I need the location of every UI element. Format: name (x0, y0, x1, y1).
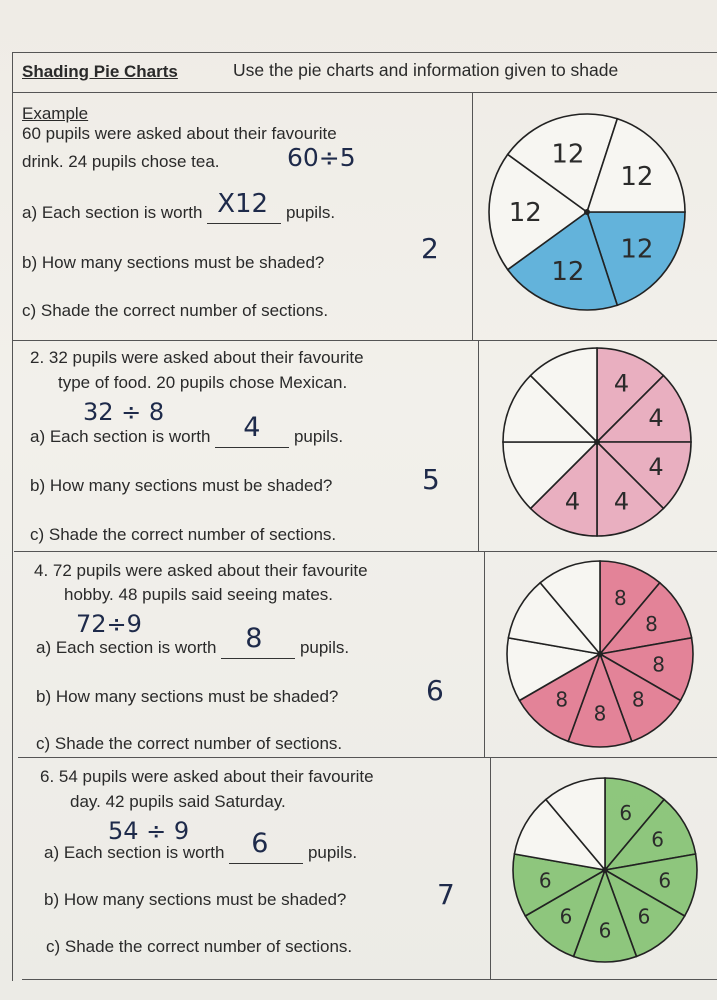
pie-center-dot (584, 209, 590, 215)
question-text: drink. 24 pupils chose tea. (22, 152, 220, 171)
question-text: type of food. 20 pupils chose Mexican. (58, 373, 348, 392)
question-a-suffix: pupils. (293, 427, 344, 446)
question-c: c) Shade the correct number of sections. (46, 937, 353, 956)
question-c: c) Shade the correct number of sections. (22, 301, 329, 320)
pie-chart-q2 (502, 347, 692, 537)
pie-center-dot (602, 867, 608, 873)
question-a-suffix: pupils. (299, 638, 350, 657)
pie-slice-label: 6 (637, 904, 651, 929)
pie-slice-label: 12 (551, 256, 585, 287)
pie-slice-label: 12 (620, 161, 654, 192)
question-a-label: a) Each section is worth (44, 843, 225, 862)
column-divider (472, 92, 473, 341)
pie-slice-label: 8 (652, 652, 665, 677)
handwritten-division: 54 ÷ 9 (108, 817, 190, 845)
handwritten-division: 72÷9 (76, 610, 142, 638)
pie-slice-label: 6 (658, 868, 672, 893)
pie-slice-label: 8 (645, 612, 658, 637)
question-c: c) Shade the correct number of sections. (36, 734, 343, 753)
answer-blank (215, 412, 289, 448)
pie-slice-label: 4 (648, 403, 664, 432)
answer-blank (207, 189, 281, 224)
question-a (22, 189, 336, 224)
pie-slice-label: 8 (631, 687, 645, 712)
handwritten-answer: 7 (437, 878, 455, 911)
pie-chart-q6 (512, 777, 698, 963)
handwritten-answer: X12 (217, 189, 269, 219)
pie-slice-label: 8 (593, 701, 607, 726)
question-a-label: a) Each section is worth (30, 427, 211, 446)
pie-slice-label: 8 (613, 586, 627, 611)
column-divider (484, 551, 485, 758)
pie-slice-label: 6 (559, 904, 573, 929)
question-a-suffix: pupils. (285, 203, 336, 222)
pie-slice-label: 6 (619, 800, 633, 825)
question-c: c) Shade the correct number of sections. (30, 525, 337, 544)
example-label: Example (22, 104, 89, 123)
pie-slice-label: 4 (613, 369, 630, 398)
answer-blank (221, 623, 295, 659)
question-a-label: a) Each section is worth (36, 638, 217, 657)
question-b: b) How many sections must be shaded? (30, 476, 333, 495)
question-b: b) How many sections must be shaded? (22, 253, 325, 272)
question-text: day. 42 pupils said Saturday. (70, 792, 286, 811)
pie-slice-label: 6 (598, 918, 612, 943)
pie-slice-label: 4 (564, 487, 581, 516)
handwritten-answer: 6 (426, 674, 444, 707)
handwritten-answer: 8 (245, 623, 263, 654)
handwritten-answer: 5 (422, 463, 440, 496)
worksheet-instruction: Use the pie charts and information given to shade (233, 60, 619, 80)
worksheet-header (12, 52, 717, 93)
pie-slice-label: 6 (538, 868, 552, 893)
pie-slice-label: 12 (551, 139, 585, 170)
question-text: hobby. 48 pupils said seeing mates. (64, 585, 334, 604)
question-text: 60 pupils were asked about their favourite (22, 124, 337, 143)
question-text: 2. 32 pupils were asked about their favourite (30, 348, 364, 367)
pie-slice-label: 12 (620, 234, 654, 265)
handwritten-answer: 6 (251, 828, 269, 859)
question-a-suffix: pupils. (307, 843, 358, 862)
question-text: 6. 54 pupils were asked about their favourite (40, 767, 374, 786)
column-divider (490, 757, 491, 979)
pie-slice-label: 4 (613, 487, 630, 516)
pie-chart-q4 (506, 560, 694, 748)
pie-center-dot (594, 439, 600, 445)
worksheet-title: Shading Pie Charts (22, 62, 178, 81)
pie-chart-example (487, 112, 687, 312)
pie-slice-label: 12 (508, 198, 542, 229)
handwritten-answer: 2 (421, 232, 439, 265)
pie-center-dot (597, 651, 603, 657)
pie-slice-label: 8 (555, 687, 569, 712)
handwritten-division: 60÷5 (287, 143, 356, 172)
question-a-label: a) Each section is worth (22, 203, 203, 222)
column-divider (478, 340, 479, 552)
handwritten-answer: 4 (243, 412, 261, 443)
answer-blank (229, 828, 303, 864)
handwritten-division: 32 ÷ 8 (83, 398, 165, 426)
pie-slice-label: 4 (648, 452, 664, 481)
question-b: b) How many sections must be shaded? (44, 890, 347, 909)
pie-slice-label: 6 (651, 827, 664, 852)
question-b: b) How many sections must be shaded? (36, 687, 339, 706)
question-text: 4. 72 pupils were asked about their favourite (34, 561, 368, 580)
